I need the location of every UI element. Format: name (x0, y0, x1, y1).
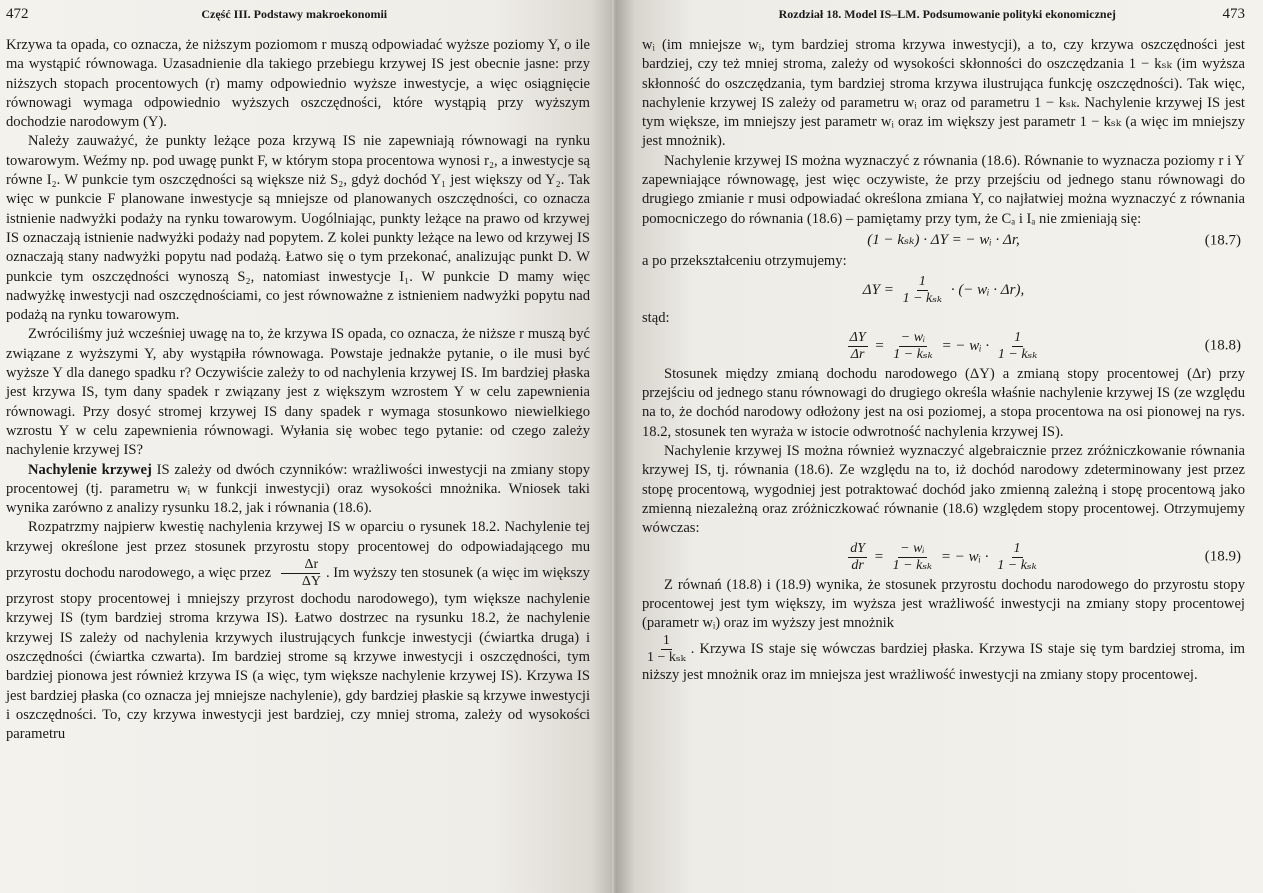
paragraph: $\frac{1}{\text{1 − kₛₖ}}$ . Krzywa IS staje się wówczas bardziej płaska. Krzywa IS staje się tym bardziej stroma, im niższy jest mnożnik oraz im mniejsza jest wrażliwość inwestycji na zmiany stopy procentowej. (642, 633, 1245, 684)
equation-number: (18.8) (1204, 337, 1241, 354)
left-body (6, 36, 590, 744)
running-head: Rozdział 18. Model IS–LM. Podsumowanie polityki ekonomicznej (778, 7, 1116, 21)
paragraph: Nachylenie krzywej IS można wyznaczyć z równania (18.6). Równanie to wyznacza poziomy r i Y zapewniające równowagę, jest więc oczywiste, że przy przejściu od jednego stanu równowagi do drugiego zmianie r musi odpowiadać określona zmiana Y, co najłatwiej można wyznaczyć z równania pomocniczego do równania (18.6) – pamiętamy przy tym, że Cₐ i Iₐ nie zmieniają się: (642, 152, 1245, 227)
paragraph: stąd: (642, 309, 670, 326)
right-body (642, 36, 1245, 686)
paragraph: Stosunek między zmianą dochodu narodowego (ΔY) a zmianą stopy procentowej (Δr) przy przejściu od jednego stanu równowagi do drugiego określa właśnie nachylenie krzywej IS (ze względu na to, że dochód narodowy odłożony jest na osi poziomej, a stopa procentowa na osi pionowej na rys. 18.2, stosunek ten wyraża w istocie odwrotność nachylenia krzywej IS). (642, 365, 1245, 440)
paragraph: Rozpatrzmy najpierw kwestię nachylenia krzywej IS w oparciu o rysunek 18.2. Nachylenie tej krzywej określone jest przez stosunek przyrostu stopy procentowej do odpowiadającego mu przyrostu dochodu narodowego, a więc przez $\frac{\Delta r}{\Delta Y}$ . Im wyższy ten stosunek (a więc im większy przyrost stopy procentowej i mniejszy przyrost dochodu narodowego), tym większe nachylenie krzywej IS (tym bardziej stroma krzywa IS). Łatwo dostrzec na rysunku 18.2, że nachylenie krzywej IS zależy od nachylenia krzywych ilustrujących funkcje inwestycji (ćwiartka druga) i oszczędności (ćwiartka czwarta). Im bardziej strome są krzywe inwestycji i oszczędności, tym bardziej pionowa jest również krzywa IS (a więc, tym większe nachylenie krzywej IS). Krzywa IS jest bardziej płaska (co oznacza jej mniejsze nachylenie), gdy bardziej płaskie są krzywe inwestycji i oszczędności. To, czy krzywa inwestycji jest bardziej, czy mniej stroma, zależy od wysokości parametru (6, 519, 590, 743)
paragraph: Nachylenie krzywej IS zależy od dwóch czynników: wrażliwości inwestycji na zmiany stopy procentowej (tj. parametru wᵢ w funkcji inwestycji) oraz wysokości mnożnika. Wniosek taki wynika zarówno z analizy rysunku 18.2, jak i równania (18.6). (6, 461, 590, 517)
paragraph: Należy zauważyć, że punkty leżące poza krzywą IS nie zapewniają równowagi na rynku towarowym. Weźmy np. pod uwagę punkt F, w którym stopa procentowa wynosi r₂, a inwestycje są równe I₂. W punkcie tym oszczędności są większe niż S₂, gdyż dochód Y₁ jest większy od Y₂. Tak więc w punkcie F planowane inwestycje są mniejsze od planowanych oszczędności, co oznacza istnienie nadwyżki podaży na rynku towarowym. Uogólniając, punkty leżące na prawo od krzywej IS oznaczają istnienie nadwyżki podaży nad popytem. Z kolei punkty leżące na lewo od krzywej IS oznaczają stany nadwyżki popytu nad podażą. Łatwo się o tym przekonać, analizując punkt D. W punkcie tym oszczędności wynoszą S₂, natomiast inwestycje I₁. W punkcie D mamy więc nadwyżkę inwestycji nad oszczędnościami, co jest równoważne z istnieniem nadwyżki popytu nad podażą na rynku towarowym. (6, 133, 590, 324)
paragraph: a po przekształceniu otrzymujemy: (642, 253, 847, 270)
bold-term: Nachylenie krzywej (28, 461, 152, 478)
equation-number: (18.7) (1204, 231, 1241, 248)
paragraph: Nachylenie krzywej IS można również wyznaczyć algebraicznie przez zróżniczkowanie równania krzywej IS, tj. równania (18.6). Ze względu na to, iż dochód narodowy zdeterminowany jest przez stopę procentową, wygodniej jest potraktować dochód jako zmienną zależną i stopę procentową jako zmienną niezależną oraz zróżniczkować równanie (18.6) względem stopy procentowej. Otrzymujemy wówczas: (642, 443, 1245, 537)
left-page-header (6, 6, 590, 36)
right-page (616, 0, 1263, 893)
paragraph: Zwróciliśmy już wcześniej uwagę na to, że krzywa IS opada, co oznacza, że niższe r muszą być związane z wyższymi Y, aby wystąpiła równowaga. Powstaje jednakże pytanie, o ile musi być wyższe Y dla danego spadku r? Oczywiście zależy to od nachylenia krzywej IS. Im bardziej płaska jest krzywa IS, tym dany spadek r związany jest z większym wzrostem Y w celu zapewnienia równowagi. Przy dosyć stromej krzywej IS dany spadek r wymaga stosunkowo niewielkiego wzrostu Y w celu zapewnienia równowagi. Wyłania się wobec tego pytanie: od czego zależy nachylenie krzywej IS? (6, 326, 590, 459)
equation-delta-y: ΔY = $\frac{1}{\text{1 − kₛₖ}}$ · (− wᵢ · Δr), (862, 273, 1025, 306)
paragraph: Krzywa ta opada, co oznacza, że niższym poziomom r muszą odpowiadać wyższe poziomy Y, o ile ma wystąpić równowaga. Uzasadnienie dla takiego przebiegu krzywej IS jest obecnie jasne: przy niższych stopach procentowych (r) mamy odpowiednio wyższe inwestycje, a więc osiągnięcie równowagi wymaga odpowiednio wyższych oszczędności, które wystąpią przy wyższym dochodzie narodowym (Y). (6, 37, 590, 131)
equation-18-7: (1 − kₛₖ) · ΔY = − wᵢ · Δr, (18.7) (642, 231, 1245, 250)
inline-fraction: $\frac{\Delta r}{\Delta Y}$ (278, 557, 323, 590)
equation-18-9: $\frac{dY}{dr}$ = $\frac{\text{− wᵢ}}{\text{1 − kₛₖ}}$ = − wᵢ · $\frac{1}{\text{1 − kₛₖ}}$ (18.9) (850, 540, 1241, 573)
inline-fraction: $\frac{1}{\text{1 − kₛₖ}}$ (647, 633, 686, 666)
equation-number: (18.9) (1204, 548, 1241, 565)
page-number: 472 (6, 6, 29, 22)
paragraph: wᵢ (im mniejsze wᵢ, tym bardziej stroma krzywa inwestycji), a to, czy krzywa oszczędności jest bardziej, czy też mniej stroma, zależy od wysokości skłonności do oszczędzania 1 − kₛₖ (im wyższa skłonność do oszczędzania, tym bardziej stroma krzywa ilustrująca funkcję oszczędności). Tak więc, nachylenie krzywej IS zależy od parametru wᵢ oraz od parametru 1 − kₛₖ. Nachylenie krzywej IS jest tym większe, im mniejszy jest parametr wᵢ oraz im większy jest parametr 1 − kₛₖ (a więc im mniejszy jest mnożnik). (642, 37, 1245, 150)
page-number: 473 (1222, 6, 1245, 22)
left-page (0, 0, 616, 893)
paragraph: Z równań (18.8) i (18.9) wynika, że stosunek przyrostu dochodu narodowego do przyrostu stopy procentowej jest tym większy, im wyższa jest wrażliwość inwestycji na zmiany stopy procentowej (parametr wᵢ) oraz im wyższy jest mnożnik (642, 576, 1245, 632)
running-head: Część III. Podstawy makroekonomii (201, 7, 388, 21)
equation-18-8: $\frac{\Delta Y}{\Delta r}$ = $\frac{\text{− wᵢ}}{\text{1 − kₛₖ}}$ = − wᵢ · $\frac{1}{\text{1 − kₛₖ}}$ (18.8) (849, 329, 1241, 362)
right-page-header (642, 6, 1245, 36)
